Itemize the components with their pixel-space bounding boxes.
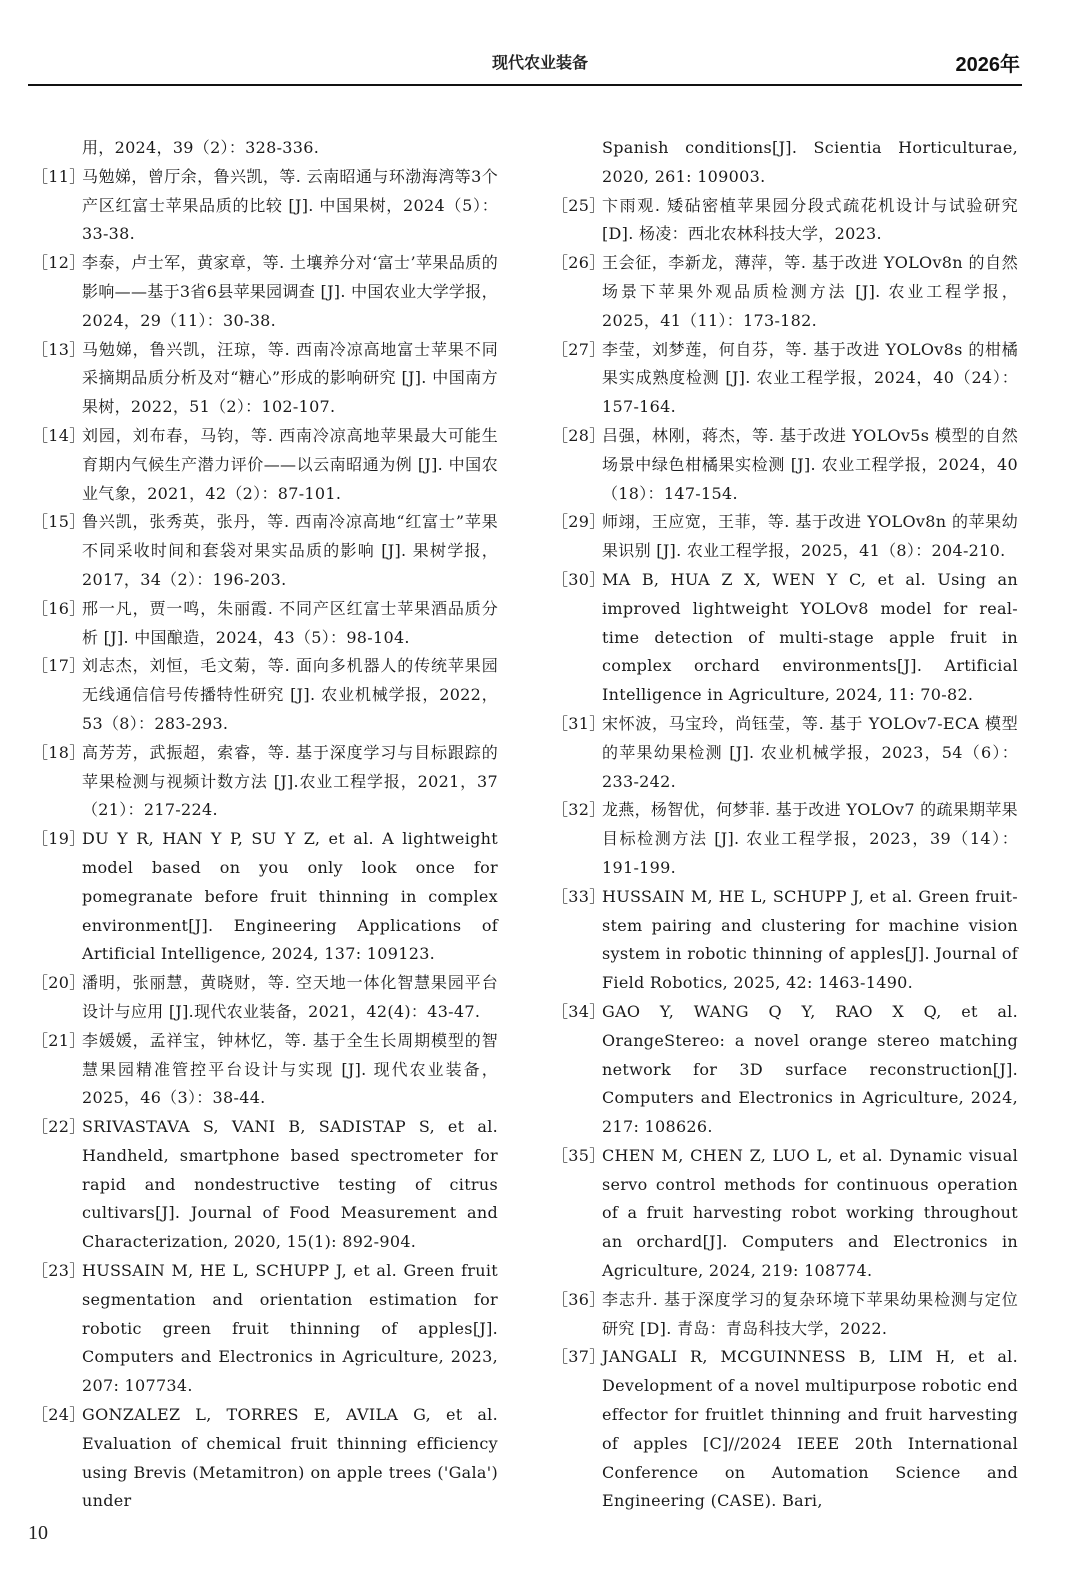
reference-text: 刘志杰，刘恒，毛文菊，等. 面向多机器人的传统苹果园无线通信信号传播特性研究 [J]. 农业机械学报，2022，53（8）：283-293. [82, 656, 498, 733]
reference-item [552, 710, 1018, 796]
reference-item [552, 422, 1018, 508]
reference-item [32, 739, 498, 825]
reference-number: ［36］ [552, 1289, 606, 1309]
reference-number: ［13］ [32, 339, 86, 359]
reference-item [32, 163, 498, 249]
reference-number: ［34］ [552, 1001, 606, 1021]
reference-text: 龙燕，杨智优，何梦菲. 基于改进 YOLOv7 的疏果期苹果目标检测方法 [J]. 农业工程学报，2023，39（14）：191-199. [602, 800, 1018, 877]
reference-text: 李志升. 基于深度学习的复杂环境下苹果幼果检测与定位研究 [D]. 青岛：青岛科技大学，2022. [602, 1289, 1018, 1338]
reference-item [32, 1113, 498, 1257]
reference-number: ［18］ [32, 742, 86, 762]
reference-number: ［28］ [552, 425, 606, 445]
reference-text: HUSSAIN M, HE L, SCHUPP J, et al. Green fruit segmentation and orientation estimation for robotic green fruit thinning of apples[J]. Computers and Electronics in Agriculture, 2023, 207: 107734. [82, 1261, 498, 1396]
reference-text: 李莹，刘梦莲，何自芬，等. 基于改进 YOLOv8s 的柑橘果实成熟度检测 [J]. 农业工程学报，2024，40（24）：157-164. [602, 339, 1018, 417]
reference-item [552, 998, 1018, 1142]
reference-text: 马勉娣，鲁兴凯，汪琼，等. 西南冷凉高地富士苹果不同采摘期品质分析及对“糖心”形成的影响研究 [J]. 中国南方果树，2022，51（2）：102-107. [82, 339, 498, 417]
reference-item [552, 192, 1018, 250]
reference-number: ［21］ [32, 1030, 86, 1050]
reference-item [32, 1257, 498, 1401]
reference-number: ［27］ [552, 339, 606, 359]
reference-text: JANGALI R, MCGUINNESS B, LIM H, et al. Development of a novel multipurpose robotic end effector for fruitlet thinning and fruit harvesting of apples [C]//2024 IEEE 20th International Conference on Automation Science and Engineering (CASE). Bari, [602, 1347, 1019, 1511]
reference-item [552, 249, 1018, 335]
reference-text: 刘园，刘布春，马钧，等. 西南冷凉高地苹果最大可能生育期内气候生产潜力评价——以云南昭通为例 [J]. 中国农业气象，2021，42（2）：87-101. [82, 425, 498, 503]
reference-text: 潘明，张丽慧，黄晓财，等. 空天地一体化智慧果园平台设计与应用 [J].现代农业装备，2021，42(4)：43-47. [82, 973, 498, 1021]
reference-number: ［29］ [552, 512, 606, 532]
reference-text: 师翊，王应宽，王菲，等. 基于改进 YOLOv8n 的苹果幼果识别 [J]. 农业工程学报，2025，41（8）：204-210. [602, 512, 1018, 561]
reference-text: GAO Y, WANG Q Y, RAO X Q, et al. OrangeStereo: a novel orange stereo matching network for 3D surface reconstruction[J]. Computers and Electronics in Agriculture, 2024, 217: 108626. [602, 1001, 1018, 1137]
reference-text: DU Y R, HAN Y P, SU Y Z, et al. A lightweight model based on you only look once for pomegranate before fruit thinning in complex environment[J]. Engineering Applications of Artificial Intelligence, 2024, 137: 109123. [82, 829, 498, 964]
reference-item [32, 652, 498, 738]
reference-number: ［32］ [552, 800, 606, 820]
reference-number: ［37］ [552, 1347, 606, 1367]
references-left-column [32, 134, 498, 1516]
reference-number: ［12］ [32, 253, 86, 273]
reference-text: 鲁兴凯，张秀英，张丹，等. 西南冷凉高地“红富士”苹果不同采收时间和套袋对果实品质的影响 [J]. 果树学报，2017，34（2）：196-203. [82, 512, 498, 589]
reference-number: ［11］ [32, 166, 86, 186]
reference-text: 王会征，李新龙，薄萍，等. 基于改进 YOLOv8n 的自然场景下苹果外观品质检测方法 [J]. 农业工程学报，2025，41（11）：173-182. [602, 253, 1018, 330]
reference-item [32, 1401, 498, 1516]
reference-number: ［19］ [32, 829, 86, 849]
reference-number: ［24］ [32, 1405, 86, 1425]
reference-item [32, 508, 498, 594]
reference-text: 吕强，林刚，蒋杰，等. 基于改进 YOLOv5s 模型的自然场景中绿色柑橘果实检测 [J]. 农业工程学报，2024，40（18）：147-154. [602, 425, 1018, 503]
reference-number: ［14］ [32, 425, 86, 445]
reference-text: 邢一凡，贾一鸣，朱丽霞. 不同产区红富士苹果酒品质分析 [J]. 中国酿造，2024，43（5）：98-104. [82, 598, 498, 647]
reference-number: ［23］ [32, 1261, 86, 1281]
reference-item [552, 134, 1018, 192]
reference-item [552, 796, 1018, 882]
reference-text: 高芳芳，武振超，索睿，等. 基于深度学习与目标跟踪的苹果检测与视频计数方法 [J].农业工程学报，2021，37（21）：217-224. [82, 742, 498, 820]
reference-item [32, 249, 498, 335]
reference-item [32, 1027, 498, 1113]
reference-text: CHEN M, CHEN Z, LUO L, et al. Dynamic visual servo control methods for continuous operation of a fruit harvesting robot working throughout an orchard[J]. Computers and Electronics in Agriculture, 2024, 219: 108774. [602, 1145, 1018, 1281]
reference-text: MA B, HUA Z X, WEN Y C, et al. Using an improved lightweight YOLOv8 model for real-time detection of multi-stage apple fruit in complex orchard environments[J]. Artificial Intelligence in Agriculture, 2024, 11: 70-82. [602, 569, 1018, 705]
reference-text: GONZALEZ L, TORRES E, AVILA G, et al. Evaluation of chemical fruit thinning efficiency using Brevis (Metamitron) on apple trees ('Gala') under [82, 1405, 498, 1511]
reference-item [552, 883, 1018, 998]
reference-item [32, 422, 498, 508]
issue-year: 2026年 [955, 54, 1020, 76]
reference-text: HUSSAIN M, HE L, SCHUPP J, et al. Green fruit-stem pairing and clustering for machine vision system in robotic thinning of apples[J]. Journal of Field Robotics, 2025, 42: 1463-1490. [602, 886, 1018, 993]
reference-item [32, 336, 498, 422]
reference-number: ［33］ [552, 886, 606, 906]
header-rule [28, 84, 1022, 86]
journal-title: 现代农业装备 [491, 53, 588, 72]
reference-text: 马勉娣，曾厅余，鲁兴凯，等. 云南昭通与环渤海湾等3个产区红富士苹果品质的比较 [J]. 中国果树，2024（5）：33-38. [82, 166, 498, 244]
reference-number: ［16］ [32, 598, 86, 618]
reference-item [552, 1286, 1018, 1344]
reference-text: 卞雨观. 矮砧密植苹果园分段式疏花机设计与试验研究 [D]. 杨凌：西北农林科技大学，2023. [602, 195, 1018, 244]
reference-text: SRIVASTAVA S, VANI B, SADISTAP S, et al. Handheld, smartphone based spectrometer for rapid and nondestructive testing of citrus cultivars[J]. Journal of Food Measurement and Characterization, 2020, 15(1): 892-904. [82, 1117, 498, 1252]
reference-item [32, 134, 498, 163]
reference-item [32, 969, 498, 1027]
reference-number: ［35］ [552, 1145, 606, 1165]
reference-number: ［31］ [552, 713, 606, 733]
reference-item [32, 595, 498, 653]
reference-item [552, 336, 1018, 422]
reference-text: 李泰，卢士军，黄家章，等. 土壤养分对‘富士’苹果品质的影响——基于3省6县苹果园调查 [J]. 中国农业大学学报，2024，29（11）：30-38. [82, 253, 498, 330]
page-number: 10 [28, 1522, 48, 1544]
reference-item [552, 1343, 1018, 1516]
reference-item [552, 1142, 1018, 1286]
reference-text: 宋怀波，马宝玲，尚钰莹，等. 基于 YOLOv7-ECA 模型的苹果幼果检测 [J]. 农业机械学报，2023，54（6）：233-242. [602, 713, 1018, 791]
reference-number: ［15］ [32, 512, 86, 532]
reference-item [552, 566, 1018, 710]
reference-number: ［30］ [552, 569, 606, 589]
references-right-column [552, 134, 1018, 1516]
reference-item [552, 508, 1018, 566]
reference-text: 李媛媛，孟祥宝，钟林忆，等. 基于全生长周期模型的智慧果园精准管控平台设计与实现 [J]. 现代农业装备，2025，46（3）：38-44. [82, 1030, 498, 1108]
reference-number: ［17］ [32, 656, 86, 676]
reference-text: Spanish conditions[J]. Scientia Horticulturae, 2020, 261: 109003. [602, 138, 1018, 186]
reference-item [32, 825, 498, 969]
reference-number: ［20］ [32, 973, 86, 993]
reference-number: ［26］ [552, 253, 606, 273]
reference-number: ［22］ [32, 1117, 86, 1137]
reference-text: 用，2024，39（2）：328-336. [82, 138, 320, 157]
reference-number: ［25］ [552, 195, 606, 215]
